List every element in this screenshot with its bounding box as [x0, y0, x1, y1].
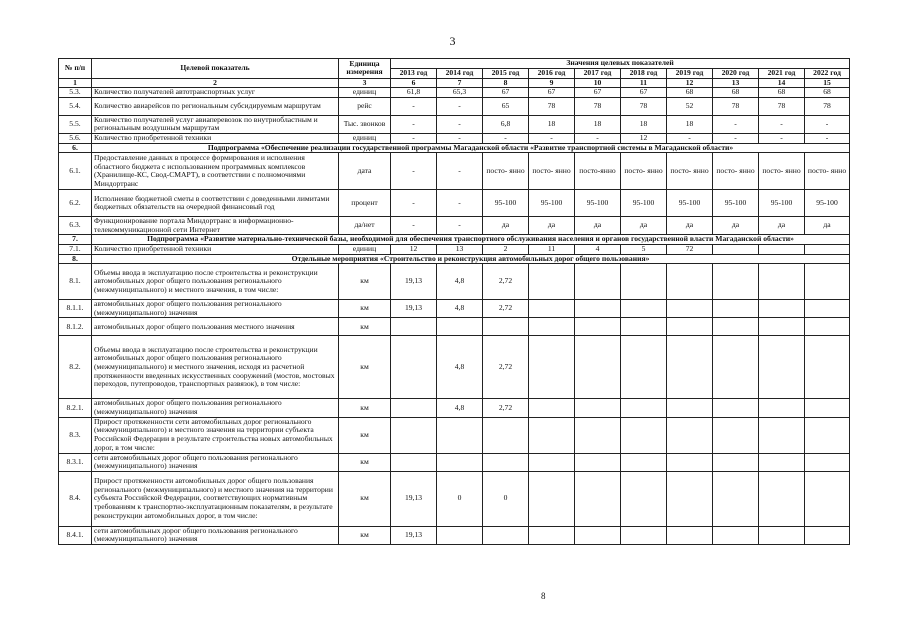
- value-cell: [805, 318, 850, 336]
- value-cell: [529, 264, 575, 300]
- value-cell: [759, 453, 805, 471]
- value-cell: 19,13: [391, 471, 437, 526]
- unit-cell: км: [339, 453, 391, 471]
- indicator-name: Функционирование портала Миндортранс в информационно-телекоммуникационной сети Интернет: [92, 217, 339, 235]
- value-cell: [483, 453, 529, 471]
- row-number: 5.5.: [59, 115, 92, 133]
- num-header: № п/п: [59, 59, 92, 79]
- value-cell: посто-янно: [575, 153, 621, 190]
- value-cell: -: [391, 115, 437, 133]
- indicator-name: Количество получателей автотранспортных услуг: [92, 88, 339, 98]
- value-cell: 68: [667, 88, 713, 98]
- value-cell: 2,72: [483, 264, 529, 300]
- value-cell: [575, 417, 621, 453]
- indicator-name: Количество авиарейсов по региональным субсидируемым маршрутам: [92, 97, 339, 115]
- value-cell: [667, 399, 713, 417]
- value-cell: 78: [713, 97, 759, 115]
- column-number: 14: [759, 78, 805, 88]
- value-cell: [667, 526, 713, 544]
- value-cell: 0: [483, 471, 529, 526]
- value-cell: [621, 264, 667, 300]
- value-cell: 18: [529, 115, 575, 133]
- value-cell: [621, 453, 667, 471]
- value-cell: 19,13: [391, 264, 437, 300]
- unit-cell: км: [339, 318, 391, 336]
- value-cell: 65,3: [437, 88, 483, 98]
- value-cell: 95-100: [483, 190, 529, 217]
- value-cell: [667, 264, 713, 300]
- value-cell: [805, 399, 850, 417]
- value-cell: [621, 471, 667, 526]
- section-row: [59, 254, 850, 264]
- value-cell: [713, 453, 759, 471]
- unit-cell: км: [339, 336, 391, 399]
- unit-header: Единица измерения: [339, 59, 391, 79]
- indicator-name: автомобильных дорог общего пользования регионального (межмуниципального) значения: [92, 300, 339, 318]
- value-cell: да: [621, 217, 667, 235]
- column-number: 9: [529, 78, 575, 88]
- value-cell: 4: [575, 244, 621, 254]
- value-cell: 4,8: [437, 336, 483, 399]
- value-cell: [529, 336, 575, 399]
- row-number: 6.: [59, 143, 92, 153]
- section-row: [59, 235, 850, 245]
- column-number: 1: [59, 78, 92, 88]
- indicator-name: Объемы ввода в эксплуатацию после строительства и реконструкции автомобильных дорог общего пользования регионального (межмуниципального) и местного значения, исходя из расчетной протяженности введенных искусственных сооружений (мостов, мостовых переходов, путепроводов, транспортных развязок), в том числе:: [92, 336, 339, 399]
- value-cell: [391, 417, 437, 453]
- value-cell: [759, 417, 805, 453]
- indicator-name: Предоставление данных в процессе формирования и исполнения областного бюджета с использованием программных комплексов (Хранилище-КС, Свод-СМАРТ), в соответствии с полномочиями Миндортранс: [92, 153, 339, 190]
- column-number: 6: [391, 78, 437, 88]
- value-cell: 2: [483, 244, 529, 254]
- year-header: 2014 год: [437, 68, 483, 78]
- value-cell: [713, 244, 759, 254]
- value-cell: [437, 417, 483, 453]
- value-cell: 72: [667, 244, 713, 254]
- value-cell: 2,72: [483, 399, 529, 417]
- value-cell: -: [391, 133, 437, 143]
- indicator-name: автомобильных дорог общего пользования местного значения: [92, 318, 339, 336]
- value-cell: [621, 526, 667, 544]
- table-row: [59, 88, 850, 98]
- value-cell: [667, 318, 713, 336]
- value-cell: [713, 399, 759, 417]
- unit-cell: км: [339, 526, 391, 544]
- value-cell: [713, 264, 759, 300]
- value-cell: 78: [529, 97, 575, 115]
- value-cell: [575, 318, 621, 336]
- value-cell: посто- янно: [713, 153, 759, 190]
- value-cell: 95-100: [713, 190, 759, 217]
- value-cell: -: [483, 133, 529, 143]
- table-row: [59, 336, 850, 399]
- value-cell: 12: [621, 133, 667, 143]
- value-cell: [713, 471, 759, 526]
- section-row: [59, 143, 850, 153]
- row-number: 6.2.: [59, 190, 92, 217]
- value-cell: 95-100: [805, 190, 850, 217]
- value-cell: [575, 300, 621, 318]
- table-row: [59, 115, 850, 133]
- header-row: [59, 59, 850, 69]
- value-cell: [621, 300, 667, 318]
- value-cell: -: [529, 133, 575, 143]
- indicator-name: сети автомобильных дорог общего пользования регионального (межмуниципального) значения: [92, 526, 339, 544]
- value-cell: [575, 264, 621, 300]
- table-row: [59, 417, 850, 453]
- year-header: 2016 год: [529, 68, 575, 78]
- value-cell: [713, 526, 759, 544]
- value-cell: [759, 318, 805, 336]
- value-cell: [483, 318, 529, 336]
- year-header: 2017 год: [575, 68, 621, 78]
- value-cell: [759, 264, 805, 300]
- value-cell: [391, 318, 437, 336]
- value-cell: 18: [667, 115, 713, 133]
- value-cell: 95-100: [667, 190, 713, 217]
- section-title: Подпрограмма «Развитие материально-технической базы, необходимой для обеспечения транспортного обслуживания населения и органов государственной власти Магаданской области»: [92, 235, 850, 245]
- value-cell: да: [483, 217, 529, 235]
- value-cell: 78: [621, 97, 667, 115]
- indicator-name: Количество приобретенной техники: [92, 133, 339, 143]
- table-row: [59, 300, 850, 318]
- value-cell: 78: [759, 97, 805, 115]
- year-header: 2018 год: [621, 68, 667, 78]
- value-cell: 67: [621, 88, 667, 98]
- column-number: 12: [667, 78, 713, 88]
- indicator-name: Количество получателей услуг авиаперевозок по внутриобластным и региональным воздушным маршрутам: [92, 115, 339, 133]
- value-cell: [759, 300, 805, 318]
- value-cell: [621, 399, 667, 417]
- value-cell: -: [391, 190, 437, 217]
- unit-cell: км: [339, 471, 391, 526]
- value-cell: -: [391, 97, 437, 115]
- value-cell: посто- янно: [529, 153, 575, 190]
- table-row: [59, 471, 850, 526]
- value-cell: [529, 526, 575, 544]
- value-cell: 95-100: [529, 190, 575, 217]
- value-cell: -: [391, 217, 437, 235]
- value-cell: [529, 417, 575, 453]
- table-row: [59, 133, 850, 143]
- year-header: 2015 год: [483, 68, 529, 78]
- indicator-name: сети автомобильных дорог общего пользования регионального (межмуниципального) значения: [92, 453, 339, 471]
- value-cell: [575, 336, 621, 399]
- unit-cell: км: [339, 417, 391, 453]
- value-cell: [529, 399, 575, 417]
- unit-cell: единиц: [339, 244, 391, 254]
- indicator-name: Прирост протяженности сети автомобильных дорог регионального (межмуниципального) и местного значения на территории субъекта Российской Федерации в результате строительства новых автомобильных дорог, в том числе:: [92, 417, 339, 453]
- value-cell: да: [667, 217, 713, 235]
- value-cell: [483, 417, 529, 453]
- row-number: 5.6.: [59, 133, 92, 143]
- value-cell: да: [529, 217, 575, 235]
- value-cell: 18: [575, 115, 621, 133]
- value-cell: посто- янно: [621, 153, 667, 190]
- indicator-name: Количество приобретенной техники: [92, 244, 339, 254]
- row-number: 7.1.: [59, 244, 92, 254]
- value-cell: 78: [575, 97, 621, 115]
- value-cell: [575, 471, 621, 526]
- row-number: 6.3.: [59, 217, 92, 235]
- value-cell: 52: [667, 97, 713, 115]
- indicator-name: автомобильных дорог общего пользования регионального (межмуниципального) значения: [92, 399, 339, 417]
- unit-cell: км: [339, 300, 391, 318]
- value-cell: [805, 471, 850, 526]
- value-cell: 61,8: [391, 88, 437, 98]
- value-cell: [713, 417, 759, 453]
- value-cell: 18: [621, 115, 667, 133]
- value-cell: [713, 300, 759, 318]
- value-cell: [805, 417, 850, 453]
- value-cell: [437, 526, 483, 544]
- value-cell: 11: [529, 244, 575, 254]
- row-number: 8.1.2.: [59, 318, 92, 336]
- year-header: 2022 год: [805, 68, 850, 78]
- value-cell: [805, 264, 850, 300]
- value-cell: -: [575, 133, 621, 143]
- value-cell: [391, 336, 437, 399]
- value-cell: -: [713, 133, 759, 143]
- value-cell: да: [759, 217, 805, 235]
- indicator-name: Объемы ввода в эксплуатацию после строительства и реконструкции автомобильных дорог общего пользования регионального (межмуниципального) и местного значения, в том числе:: [92, 264, 339, 300]
- values-header: Значения целевых показателей: [391, 59, 850, 69]
- value-cell: [437, 453, 483, 471]
- value-cell: -: [759, 133, 805, 143]
- value-cell: [575, 399, 621, 417]
- indicator-header: Целевой показатель: [92, 59, 339, 79]
- value-cell: [391, 453, 437, 471]
- value-cell: -: [713, 115, 759, 133]
- value-cell: -: [437, 133, 483, 143]
- value-cell: да: [805, 217, 850, 235]
- unit-cell: км: [339, 264, 391, 300]
- section-title: Подпрограмма «Обеспечение реализации государственной программы Магаданской области «Развитие транспортной системы в Магаданской области»: [92, 143, 850, 153]
- value-cell: [805, 526, 850, 544]
- row-number: 6.1.: [59, 153, 92, 190]
- footer-mark: 8: [541, 591, 546, 601]
- value-cell: [437, 318, 483, 336]
- value-cell: -: [805, 133, 850, 143]
- value-cell: -: [805, 115, 850, 133]
- row-number: 7.: [59, 235, 92, 245]
- value-cell: 13: [437, 244, 483, 254]
- value-cell: [759, 526, 805, 544]
- value-cell: [713, 336, 759, 399]
- table-row: [59, 264, 850, 300]
- row-number: 8.3.: [59, 417, 92, 453]
- value-cell: 67: [529, 88, 575, 98]
- value-cell: [759, 244, 805, 254]
- value-cell: [667, 471, 713, 526]
- unit-cell: дата: [339, 153, 391, 190]
- value-cell: 67: [575, 88, 621, 98]
- year-header: 2013 год: [391, 68, 437, 78]
- row-number: 8.1.: [59, 264, 92, 300]
- table-row: [59, 399, 850, 417]
- value-cell: да: [713, 217, 759, 235]
- value-cell: 95-100: [575, 190, 621, 217]
- value-cell: 2,72: [483, 336, 529, 399]
- value-cell: [713, 318, 759, 336]
- value-cell: -: [437, 217, 483, 235]
- table-row: [59, 190, 850, 217]
- year-header: 2019 год: [667, 68, 713, 78]
- value-cell: 4,8: [437, 399, 483, 417]
- column-number: 8: [483, 78, 529, 88]
- row-number: 5.4.: [59, 97, 92, 115]
- value-cell: 68: [759, 88, 805, 98]
- value-cell: [621, 318, 667, 336]
- value-cell: [805, 453, 850, 471]
- value-cell: [667, 300, 713, 318]
- indicator-name: Прирост протяженности автомобильных дорог общего пользования регионального (межмуниципального) и местного значения на территории субъекта Российской Федерации, соответствующих нормативным требованиям к транспортно-эксплуатационным показателям, в результате реконструкции автомобильных дорог, в том числе:: [92, 471, 339, 526]
- value-cell: [759, 471, 805, 526]
- unit-cell: единиц: [339, 133, 391, 143]
- column-number: 7: [437, 78, 483, 88]
- value-cell: [575, 453, 621, 471]
- value-cell: -: [437, 153, 483, 190]
- value-cell: посто- янно: [483, 153, 529, 190]
- unit-cell: процент: [339, 190, 391, 217]
- value-cell: 65: [483, 97, 529, 115]
- value-cell: [759, 399, 805, 417]
- unit-cell: рейс: [339, 97, 391, 115]
- value-cell: [529, 318, 575, 336]
- page-number: 3: [449, 34, 456, 48]
- section-title: Отдельные мероприятия «Строительство и реконструкция автомобильных дорог общего пользования»: [92, 254, 850, 264]
- column-number: 2: [92, 78, 339, 88]
- value-cell: [483, 526, 529, 544]
- unit-cell: км: [339, 399, 391, 417]
- row-number: 8.2.: [59, 336, 92, 399]
- value-cell: 19,13: [391, 300, 437, 318]
- value-cell: 12: [391, 244, 437, 254]
- column-number: 10: [575, 78, 621, 88]
- unit-cell: единиц: [339, 88, 391, 98]
- row-number: 8.4.: [59, 471, 92, 526]
- indicator-name: Исполнение бюджетной сметы в соответствии с доведенными лимитами бюджетных обязательств на очередной финансовый год: [92, 190, 339, 217]
- unit-cell: Тыс. звонков: [339, 115, 391, 133]
- row-number: 8.4.1.: [59, 526, 92, 544]
- value-cell: [529, 300, 575, 318]
- table-row: [59, 318, 850, 336]
- table-row: [59, 153, 850, 190]
- table-row: [59, 244, 850, 254]
- value-cell: 78: [805, 97, 850, 115]
- value-cell: посто- янно: [667, 153, 713, 190]
- column-number: 13: [713, 78, 759, 88]
- table-row: [59, 97, 850, 115]
- table-row: [59, 217, 850, 235]
- value-cell: посто- янно: [759, 153, 805, 190]
- row-number: 8.2.1.: [59, 399, 92, 417]
- value-cell: 68: [805, 88, 850, 98]
- row-number: 8.3.1.: [59, 453, 92, 471]
- value-cell: [621, 336, 667, 399]
- value-cell: 2,72: [483, 300, 529, 318]
- column-number: 3: [339, 78, 391, 88]
- row-number: 8.: [59, 254, 92, 264]
- target-indicators-table: [58, 58, 850, 545]
- value-cell: 95-100: [621, 190, 667, 217]
- value-cell: -: [667, 133, 713, 143]
- value-cell: [805, 300, 850, 318]
- value-cell: [805, 336, 850, 399]
- value-cell: посто- янно: [805, 153, 850, 190]
- value-cell: 0: [437, 471, 483, 526]
- value-cell: -: [437, 190, 483, 217]
- column-number: 15: [805, 78, 850, 88]
- row-number: 5.3.: [59, 88, 92, 98]
- value-cell: 67: [483, 88, 529, 98]
- unit-cell: да/нет: [339, 217, 391, 235]
- value-cell: [529, 471, 575, 526]
- value-cell: -: [391, 153, 437, 190]
- table-row: [59, 453, 850, 471]
- column-numbers-row: [59, 78, 850, 88]
- value-cell: [575, 526, 621, 544]
- value-cell: 6,8: [483, 115, 529, 133]
- value-cell: [667, 417, 713, 453]
- value-cell: 4,8: [437, 300, 483, 318]
- value-cell: 5: [621, 244, 667, 254]
- value-cell: [805, 244, 850, 254]
- value-cell: [391, 399, 437, 417]
- column-number: 11: [621, 78, 667, 88]
- value-cell: -: [437, 115, 483, 133]
- value-cell: [529, 453, 575, 471]
- value-cell: -: [759, 115, 805, 133]
- value-cell: 68: [713, 88, 759, 98]
- value-cell: 95-100: [759, 190, 805, 217]
- value-cell: [667, 336, 713, 399]
- value-cell: [621, 417, 667, 453]
- row-number: 8.1.1.: [59, 300, 92, 318]
- value-cell: 4,8: [437, 264, 483, 300]
- year-header: 2020 год: [713, 68, 759, 78]
- year-header: 2021 год: [759, 68, 805, 78]
- value-cell: -: [437, 97, 483, 115]
- value-cell: [759, 336, 805, 399]
- value-cell: 19,13: [391, 526, 437, 544]
- table-row: [59, 526, 850, 544]
- value-cell: [667, 453, 713, 471]
- value-cell: да: [575, 217, 621, 235]
